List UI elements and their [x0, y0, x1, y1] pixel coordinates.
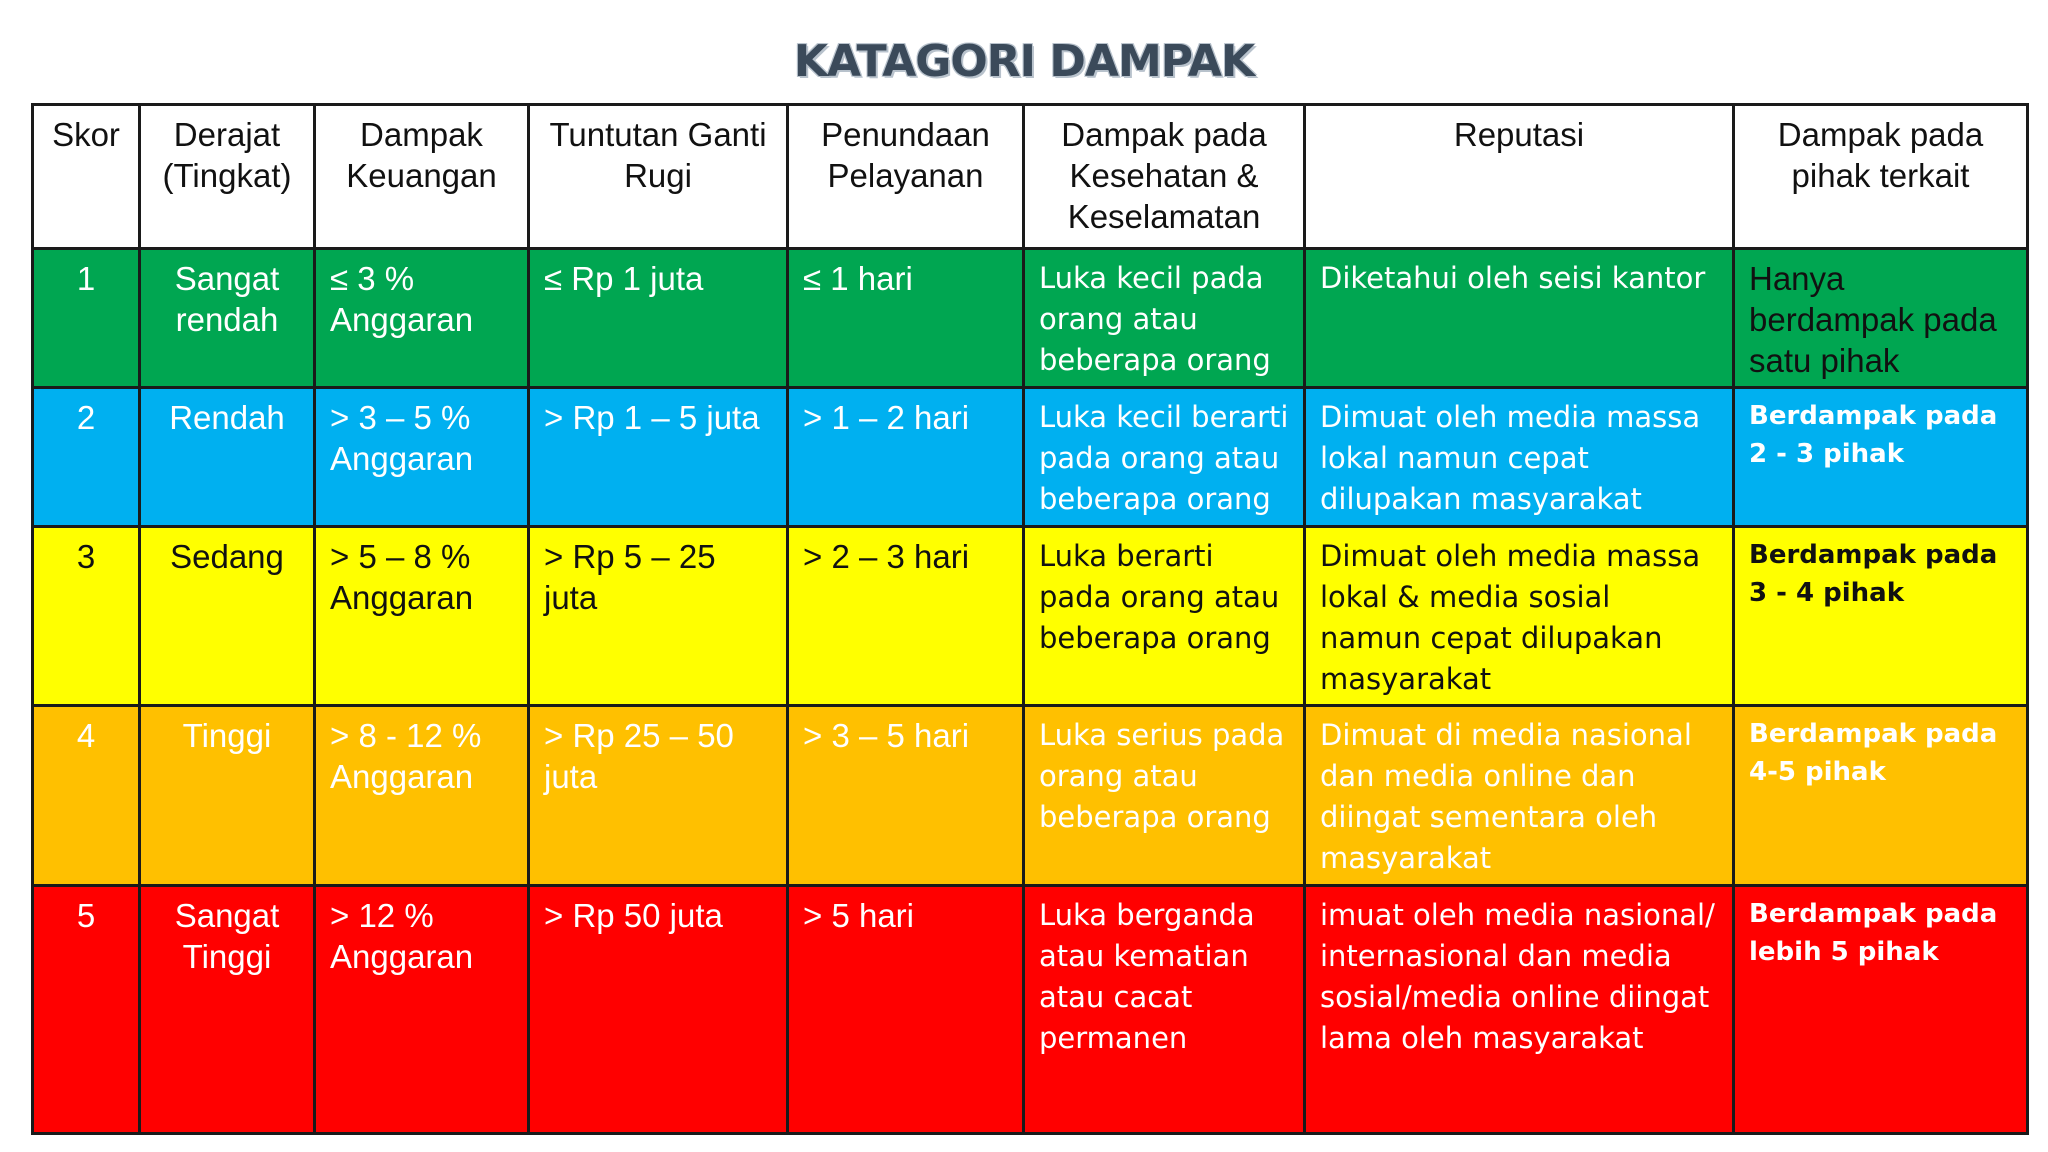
header-pihak-terkait: Dampak pada pihak terkait: [1734, 105, 2028, 249]
page-title: KATAGORI DAMPAK: [793, 36, 1255, 87]
cell-kesehatan-keselamatan: Luka berganda atau kematian atau cacat permanen: [1024, 886, 1305, 1134]
cell-pihak-terkait: Hanya berdampak pada satu pihak: [1734, 249, 2028, 388]
cell-penundaan-pelayanan: > 5 hari: [788, 886, 1024, 1134]
cell-kesehatan-keselamatan: Luka serius pada orang atau beberapa orang: [1024, 706, 1305, 886]
cell-tuntutan-ganti-rugi: ≤ Rp 1 juta: [529, 249, 788, 388]
cell-skor: 1: [33, 249, 140, 388]
cell-skor: 4: [33, 706, 140, 886]
header-penundaan-pelayanan: Penundaan Pelayanan: [788, 105, 1024, 249]
cell-derajat: Tinggi: [140, 706, 315, 886]
cell-penundaan-pelayanan: > 1 – 2 hari: [788, 388, 1024, 527]
table-row: [33, 886, 2028, 1134]
cell-pihak-terkait: Berdampak pada 4-5 pihak: [1734, 706, 2028, 886]
header-derajat: Derajat (Tingkat): [140, 105, 315, 249]
cell-tuntutan-ganti-rugi: > Rp 1 – 5 juta: [529, 388, 788, 527]
cell-dampak-keuangan: > 5 – 8 % Anggaran: [315, 527, 529, 706]
cell-penundaan-pelayanan: ≤ 1 hari: [788, 249, 1024, 388]
cell-pihak-terkait: Berdampak pada lebih 5 pihak: [1734, 886, 2028, 1134]
cell-reputasi: Dimuat di media nasional dan media online dan diingat sementara oleh masyarakat: [1305, 706, 1734, 886]
cell-skor: 3: [33, 527, 140, 706]
cell-pihak-terkait: Berdampak pada 2 - 3 pihak: [1734, 388, 2028, 527]
cell-reputasi: imuat oleh media nasional/ internasional dan media sosial/media online diingat lama oleh masyarakat: [1305, 886, 1734, 1134]
cell-dampak-keuangan: > 12 % Anggaran: [315, 886, 529, 1134]
cell-dampak-keuangan: > 3 – 5 % Anggaran: [315, 388, 529, 527]
cell-skor: 2: [33, 388, 140, 527]
header-skor: Skor: [33, 105, 140, 249]
header-reputasi: Reputasi: [1305, 105, 1734, 249]
cell-derajat: Sangat Tinggi: [140, 886, 315, 1134]
table-row: [33, 388, 2028, 527]
cell-tuntutan-ganti-rugi: > Rp 50 juta: [529, 886, 788, 1134]
table-header-row: [33, 105, 2028, 249]
table-row: [33, 249, 2028, 388]
header-dampak-keuangan: Dampak Keuangan: [315, 105, 529, 249]
cell-derajat: Sangat rendah: [140, 249, 315, 388]
cell-derajat: Sedang: [140, 527, 315, 706]
cell-kesehatan-keselamatan: Luka kecil pada orang atau beberapa orang: [1024, 249, 1305, 388]
cell-derajat: Rendah: [140, 388, 315, 527]
cell-tuntutan-ganti-rugi: > Rp 5 – 25 juta: [529, 527, 788, 706]
impact-category-table: [31, 103, 2029, 1135]
cell-reputasi: Dimuat oleh media massa lokal namun cepat dilupakan masyarakat: [1305, 388, 1734, 527]
cell-dampak-keuangan: > 8 - 12 % Anggaran: [315, 706, 529, 886]
header-kesehatan-keselamatan: Dampak pada Kesehatan & Keselamatan: [1024, 105, 1305, 249]
cell-pihak-terkait: Berdampak pada 3 - 4 pihak: [1734, 527, 2028, 706]
cell-tuntutan-ganti-rugi: > Rp 25 – 50 juta: [529, 706, 788, 886]
cell-reputasi: Dimuat oleh media massa lokal & media sosial namun cepat dilupakan masyarakat: [1305, 527, 1734, 706]
header-tuntutan-ganti-rugi: Tuntutan Ganti Rugi: [529, 105, 788, 249]
table-row: [33, 706, 2028, 886]
cell-kesehatan-keselamatan: Luka kecil berarti pada orang atau beberapa orang: [1024, 388, 1305, 527]
cell-dampak-keuangan: ≤ 3 % Anggaran: [315, 249, 529, 388]
cell-penundaan-pelayanan: > 3 – 5 hari: [788, 706, 1024, 886]
cell-kesehatan-keselamatan: Luka berarti pada orang atau beberapa orang: [1024, 527, 1305, 706]
cell-penundaan-pelayanan: > 2 – 3 hari: [788, 527, 1024, 706]
table-row: [33, 527, 2028, 706]
cell-skor: 5: [33, 886, 140, 1134]
cell-reputasi: Diketahui oleh seisi kantor: [1305, 249, 1734, 388]
